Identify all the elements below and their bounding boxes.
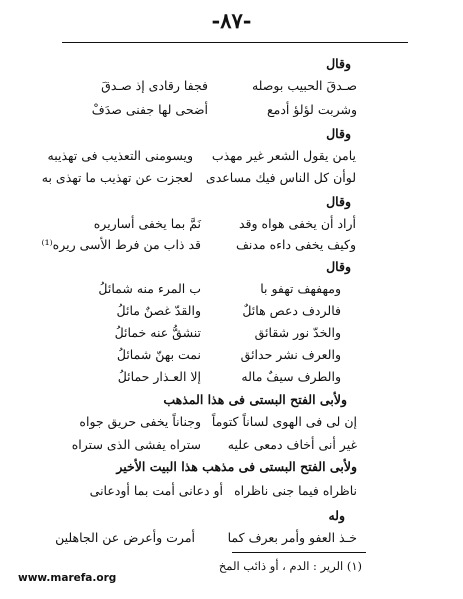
verse-left-hemistich: فجفا رقادى إذ صـدقَ xyxy=(101,78,208,93)
verse-right-hemistich: وكيف يخفى داءه مدنف xyxy=(235,237,356,252)
section-label: وقال xyxy=(326,259,351,274)
section-label: وقال xyxy=(326,126,351,141)
verse-left-hemistich: تنشقُّ عنه خمائلُ xyxy=(114,325,201,340)
verse-right-hemistich: أراد أن يخفى هواه وقد xyxy=(238,216,356,231)
verse-left-hemistich: أضحى لها جفنى صدَفْ xyxy=(91,102,208,117)
section-label: ولأبى الفتح البستى فى مذهب هذا البيت الأخير xyxy=(116,459,357,474)
verse-left-hemistich: لعجزت عن تهذيب ما تهذى به xyxy=(41,170,193,185)
verse-right-hemistich: ومهفهف تهفو با xyxy=(260,281,341,296)
section-label: وله xyxy=(328,508,345,523)
verse-right-hemistich: والخدّ نور شقائق xyxy=(254,325,341,340)
verse-left-hemistich: ستراه يفشى الذى ستراه xyxy=(71,437,201,452)
verse-left-hemistich: وجناناً يخفى حريق جواه xyxy=(79,414,201,429)
verse-left-hemistich: ويسومنى التعذيب فى تهذيبه xyxy=(47,148,193,163)
section-label: وقال xyxy=(326,56,351,71)
verse-left-hemistich: ب المرء منه شمائلُ xyxy=(98,281,201,296)
section-label: وقال xyxy=(326,194,351,209)
section-label: ولأبى الفتح البستى فى هذا المذهب xyxy=(163,392,347,407)
verse-right-hemistich: يامن يقول الشعر غير مهذب xyxy=(211,148,356,163)
verse-right-hemistich: فالردف دعص هائلٌ xyxy=(242,303,341,318)
verse-left-hemistich: أمرت وأعرض عن الجاهلين xyxy=(55,530,195,545)
verse-right-hemistich: خـذ العفو وأمر بعرف كما xyxy=(227,530,357,545)
page-number: -٨٧- xyxy=(211,8,252,33)
verse-right-hemistich: ناظراه فيما جنى ناظراه xyxy=(234,483,357,498)
verse-left-hemistich: قد ذاب من فرط الأسى ريره⁽¹⁾ xyxy=(41,237,201,252)
verse-right-hemistich: لوأن كل الناس فيك مساعدى xyxy=(205,170,356,185)
website-watermark: www.marefa.org xyxy=(18,572,117,584)
verse-right-hemistich: صـدقَ الحبيب بوصله xyxy=(251,78,357,93)
verse-left-hemistich: نَمَّ بما يخفى أساريره xyxy=(93,216,201,231)
verse-right-hemistich: غير أنى أخاف دمعى عليه xyxy=(227,437,357,452)
verse-left-hemistich: نمت بهنّ شمائلُ xyxy=(116,347,201,362)
verse-left-hemistich: أو دعانى أمت بما أودعانى xyxy=(89,483,223,498)
verse-left-hemistich: إلا العـذار حمائلُ xyxy=(117,369,201,384)
verse-right-hemistich: والعرف نشر حدائق xyxy=(240,347,341,362)
header-rule xyxy=(62,42,408,43)
verse-left-hemistich: والقدّ غصنٌ مائلُ xyxy=(116,303,201,318)
verse-right-hemistich: والطرف سيفٌ ماله xyxy=(241,369,341,384)
verse-right-hemistich: إن لى فى الهوى لساناً كتوماً xyxy=(211,414,357,429)
footnote-rule xyxy=(232,552,366,553)
footnote: (١) الرير : الدم ، أو ذائب المخ xyxy=(218,559,362,573)
verse-right-hemistich: وشربت لؤلؤ أدمع xyxy=(266,102,357,117)
